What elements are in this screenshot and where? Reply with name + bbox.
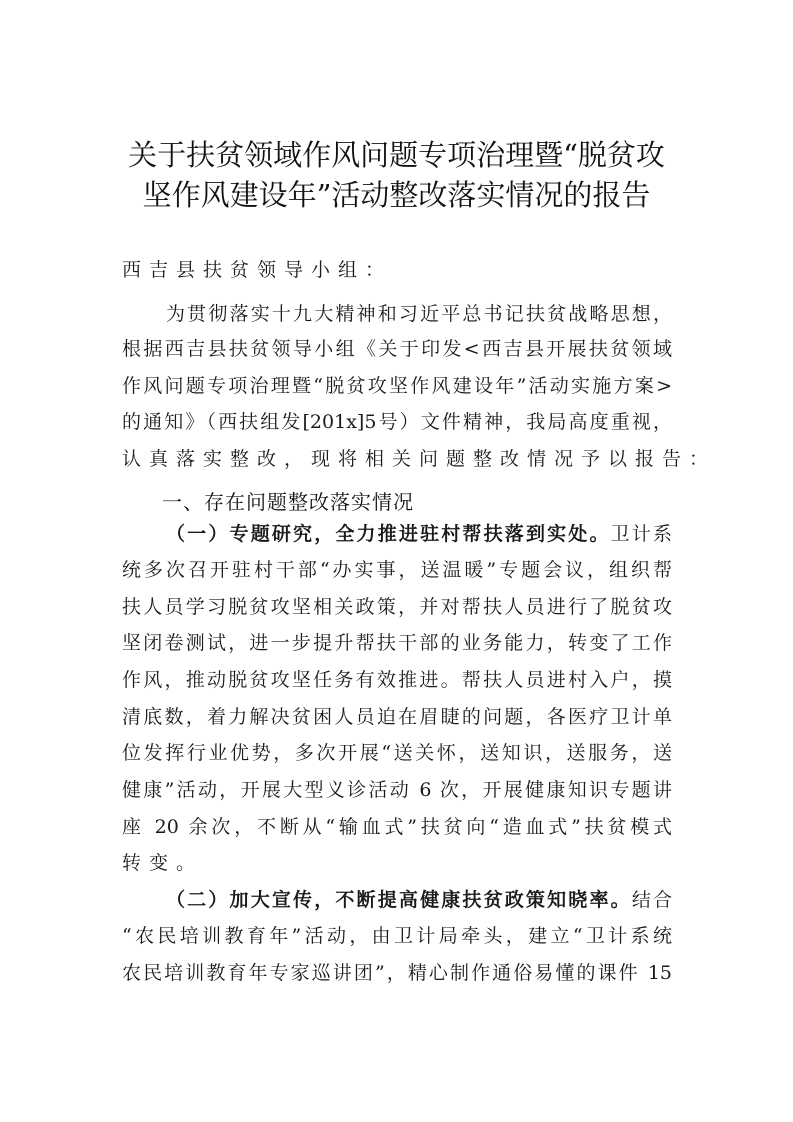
item1-line: 位发挥行业优势，多次开展“送关怀，送知识，送服务，送 [122, 742, 672, 764]
item2-line: 农民培训教育年专家巡讲团”，精心制作通俗易懂的课件 15 [122, 962, 672, 984]
document-title-line-1: 关于扶贫领域作风问题专项治理暨“脱贫攻 [128, 138, 665, 172]
item2-heading-line [166, 888, 672, 912]
intro-line: 的通知》（西扶组发[201x]5号）文件精神，我局高度重视， [122, 411, 672, 433]
intro-line: 根据西吉县扶贫领导小组《关于印发<西吉县开展扶贫领域 [122, 338, 672, 360]
item1-line: 转变。 [122, 852, 204, 874]
item1-line: 健康”活动，开展大型义诊活动 6 次，开展健康知识专题讲 [122, 779, 672, 801]
item1-line: 清底数，着力解决贫困人员迫在眉睫的问题，各医疗卫计单 [122, 706, 672, 728]
item1-line: 坚闭卷测试，进一步提升帮扶干部的业务能力，转变了工作 [122, 632, 672, 654]
item1-line: 扶人员学习脱贫攻坚相关政策，并对帮扶人员进行了脱贫攻 [122, 596, 672, 618]
salutation: 西吉县扶贫领导小组： [122, 259, 393, 281]
item2-first-line-rest: 结合 [631, 889, 672, 911]
item1-line: 座 20 余次，不断从“输血式”扶贫向“造血式”扶贫模式 [122, 816, 672, 838]
intro-line: 作风问题专项治理暨“脱贫攻坚作风建设年”活动实施方案> [122, 375, 672, 397]
intro-line: 为贯彻落实十九大精神和习近平总书记扶贫战略思想， [166, 303, 672, 325]
section-heading-1: 一、存在问题整改落实情况 [162, 490, 414, 514]
item1-line: 统多次召开驻村干部“办实事，送温暖”专题会议，组织帮 [122, 559, 672, 581]
item1-heading-line [166, 522, 672, 546]
item2-heading: （二）加大宣传，不断提高健康扶贫政策知晓率。 [166, 889, 632, 911]
intro-line: 认真落实整改，现将相关问题整改情况予以报告： [122, 448, 717, 470]
document-title-line-2: 坚作风建设年”活动整改落实情况的报告 [142, 178, 651, 212]
item1-line: 作风，推动脱贫攻坚任务有效推进。帮扶人员进村入户，摸 [122, 669, 672, 691]
item2-line: “农民培训教育年”活动，由卫计局牵头，建立“卫计系统 [122, 925, 672, 947]
item1-first-line-rest: 卫计系 [610, 523, 672, 545]
item1-heading: （一）专题研究，全力推进驻村帮扶落到实处。 [166, 523, 611, 545]
